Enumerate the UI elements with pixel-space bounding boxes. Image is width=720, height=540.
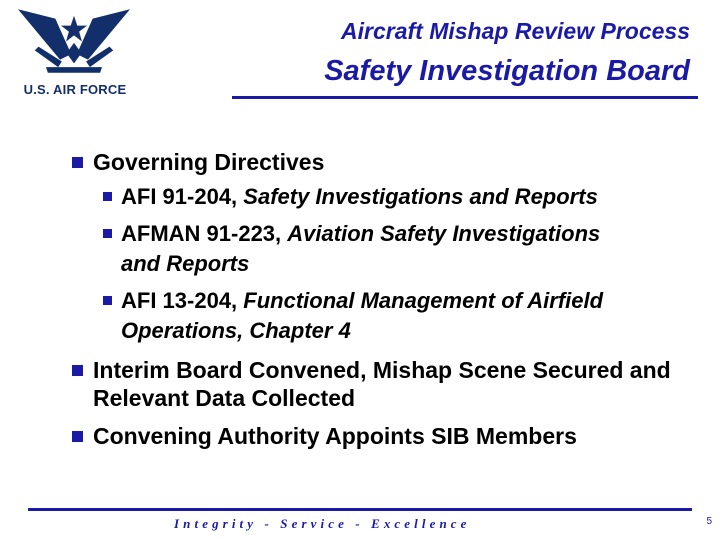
directive-title: Functional Management of Airfield Operations, Chapter 4 (121, 288, 604, 343)
slide-subtitle: Safety Investigation Board (324, 55, 690, 87)
directive-code: AFI 13-204, (121, 288, 244, 313)
bullet-text: Interim Board Convened, Mishap Scene Secured and Relevant Data Collected (93, 357, 671, 411)
bullet-text: Convening Authority Appoints SIB Members (93, 423, 577, 449)
square-bullet-icon (103, 296, 112, 305)
bullet-list (70, 148, 700, 450)
square-bullet-icon (103, 192, 112, 201)
bullet-governing-directives (70, 148, 700, 176)
directive-code: AFI 91-204, (121, 184, 244, 209)
slide-title: Aircraft Mishap Review Process (341, 18, 690, 44)
sub-bullet-afman-91-223 (70, 219, 641, 279)
directive-title: Safety Investigations and Reports (243, 184, 598, 209)
air-force-logo (10, 6, 140, 98)
square-bullet-icon (103, 229, 112, 238)
logo-wordmark: U.S. AIR FORCE (23, 82, 127, 97)
bullet-convening-authority (70, 422, 700, 450)
square-bullet-icon (72, 157, 83, 168)
square-bullet-icon (72, 365, 83, 376)
directive-title: Aviation Safety Investigations and Reports (121, 221, 601, 276)
bullet-text: Governing Directives (93, 149, 325, 175)
directive-code: AFMAN 91-223, (121, 221, 288, 246)
footer-motto: Integrity - Service - Excellence (174, 516, 471, 531)
square-bullet-icon (72, 431, 83, 442)
header-divider (232, 96, 698, 99)
page-number: 5 (706, 516, 712, 527)
footer-divider (28, 508, 692, 511)
air-force-symbol-icon (18, 6, 130, 76)
bullet-interim-board (70, 356, 700, 412)
sub-bullet-afi-13-204 (70, 286, 641, 346)
sub-bullet-afi-91-204 (70, 182, 641, 212)
